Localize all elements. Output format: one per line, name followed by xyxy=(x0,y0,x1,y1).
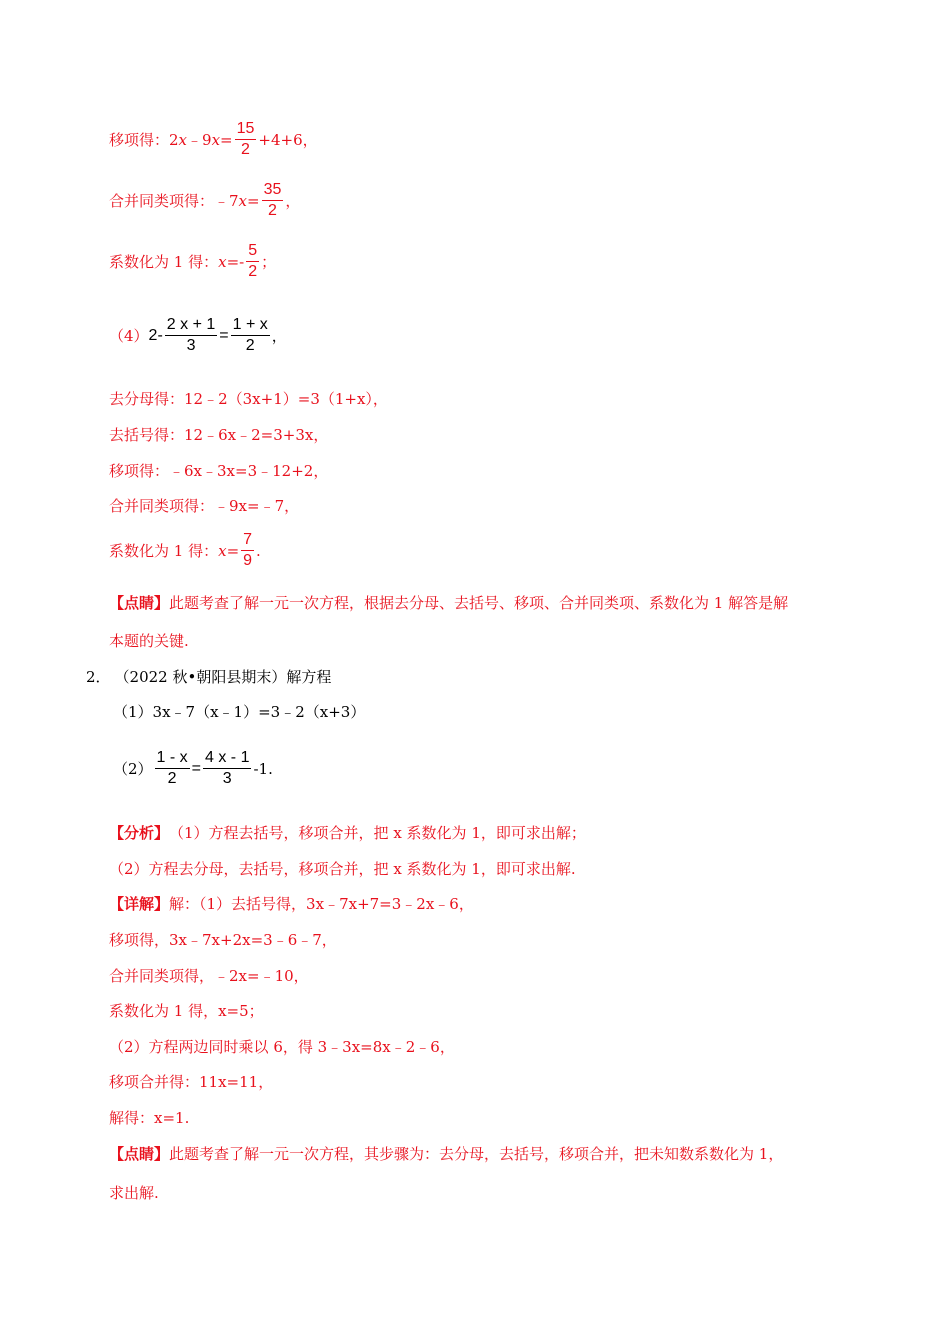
q2-part1: （1）3x﹣7（x﹣1）=3﹣2（x+3） xyxy=(113,703,366,721)
text: ， xyxy=(285,192,301,210)
text: 合并同类项得：﹣7 xyxy=(109,192,239,210)
text: 2 xyxy=(148,326,158,344)
part-label: （4） xyxy=(109,327,149,345)
text: = xyxy=(191,759,202,777)
var: x xyxy=(238,191,248,210)
question-title: （2022 秋•朝阳县期末）解方程 xyxy=(114,668,332,686)
part-label: （2） xyxy=(113,760,153,778)
text: = xyxy=(220,130,233,149)
fraction: $\frac{5}{2}$ xyxy=(248,242,258,280)
q2-heading xyxy=(86,666,331,687)
q1-step: 去括号得：12﹣6x﹣2=3+3x， xyxy=(109,426,329,444)
q1-step: 去分母得：12﹣2（3x+1）=3（1+x）， xyxy=(109,390,388,408)
var: x xyxy=(218,252,227,271)
text: 系数化为 1 得： xyxy=(109,253,219,271)
text: - xyxy=(157,326,163,344)
q2-detail: 系数化为 1 得，x=5； xyxy=(109,1002,264,1020)
detail-tag: 【详解】 xyxy=(109,895,170,913)
q2-part2 xyxy=(113,748,273,789)
text: = xyxy=(219,326,229,344)
q1-step-coefficient xyxy=(109,241,276,282)
q2-detail: 移项合并得：11x=11， xyxy=(109,1073,274,1091)
q1-step-move-terms xyxy=(109,119,318,160)
var: x xyxy=(211,130,221,149)
q2-detail: 合并同类项得，﹣2x=﹣10， xyxy=(109,967,309,985)
note-text: 此题考查了解一元一次方程，根据去分母、去括号、移项、合并同类项、系数化为 1 解答是解 xyxy=(169,594,789,612)
q1-part4-equation xyxy=(109,315,287,356)
text: . xyxy=(256,541,261,560)
q1-step-coefficient-4 xyxy=(109,530,261,571)
q2-note xyxy=(109,1143,783,1164)
fraction: $\frac{7}{9}$ xyxy=(243,531,253,569)
text: ﹣9 xyxy=(187,131,212,149)
text: = xyxy=(226,541,240,560)
text: ； xyxy=(261,253,277,271)
q1-note-cont: 本题的关键. xyxy=(109,632,189,650)
fraction: $\frac{15}{2}$ xyxy=(236,120,255,158)
note-tag: 【点睛】 xyxy=(109,594,170,612)
fraction: $\frac{35}{2}$ xyxy=(263,181,282,219)
note-tag: 【点睛】 xyxy=(109,1145,170,1163)
question-number: 2． xyxy=(86,668,111,686)
text: +4+6， xyxy=(258,131,318,149)
text: 移项得：2 xyxy=(109,131,179,149)
q1-step-combine xyxy=(109,180,300,221)
text: 系数化为 1 得： xyxy=(109,542,219,560)
q2-detail: （2）方程两边同时乘以 6，得 3﹣3x=8x﹣2﹣6， xyxy=(109,1038,455,1056)
q2-note-cont: 求出解. xyxy=(109,1184,159,1202)
q2-analysis: （2）方程去分母，去括号，移项合并，把 x 系数化为 1，即可求出解. xyxy=(109,860,576,878)
text: ， xyxy=(271,327,287,345)
q1-step: 移项得：﹣6x﹣3x=3﹣12+2， xyxy=(109,462,329,480)
fraction: $\frac{4 x - 1}{3}$ xyxy=(205,749,250,787)
var: x xyxy=(178,130,188,149)
detail-text: 解：（1）去括号得，3x﹣7x+7=3﹣2x﹣6， xyxy=(169,895,474,913)
fraction: $\frac{1 + x}{2}$ xyxy=(232,316,268,354)
q1-note xyxy=(109,592,788,613)
q2-detail: 解得：x=1. xyxy=(109,1109,190,1127)
q1-step: 合并同类项得：﹣9x=﹣7， xyxy=(109,497,300,515)
text: =- xyxy=(226,252,245,271)
text: = xyxy=(247,191,260,210)
q2-analysis xyxy=(109,822,586,843)
q2-detail: 移项得，3x﹣7x+2x=3﹣6﹣7， xyxy=(109,931,337,949)
note-text: 此题考查了解一元一次方程，其步骤为：去分母，去括号，移项合并，把未知数系数化为 1， xyxy=(169,1145,784,1163)
analysis-tag: 【分析】 xyxy=(109,824,170,842)
fraction: $\frac{2 x + 1}{3}$ xyxy=(166,316,216,354)
q2-detail xyxy=(109,893,474,914)
fraction: $\frac{1 - x}{2}$ xyxy=(156,749,188,787)
text: -1. xyxy=(253,759,273,778)
var: x xyxy=(218,541,227,560)
analysis-text: （1）方程去括号，移项合并，把 x 系数化为 1，即可求出解； xyxy=(169,824,586,842)
